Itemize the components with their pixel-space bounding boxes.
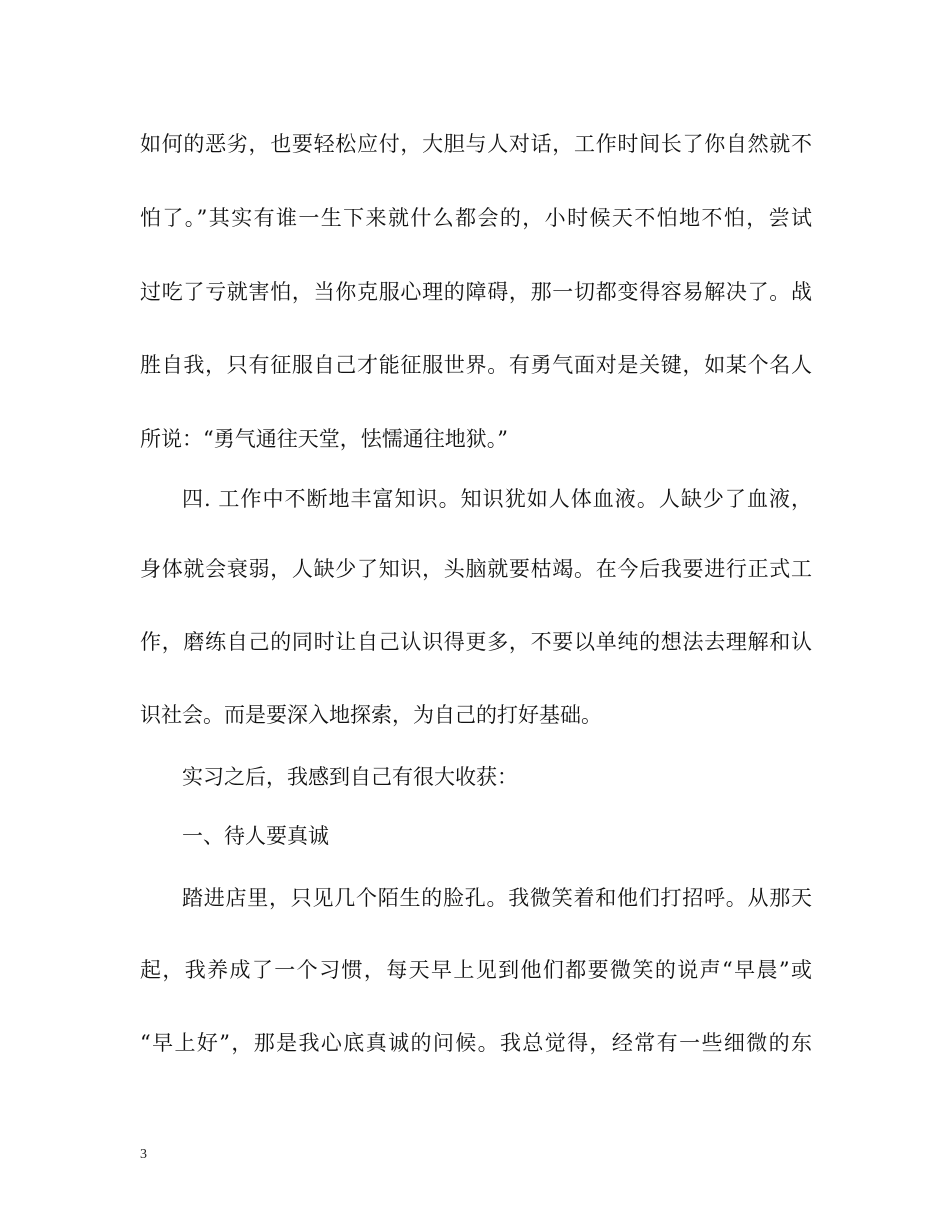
text-line: 识社会。而是要深入地探索，为自己的打好基础。 xyxy=(140,703,602,727)
text-line: 身体就会衰弱，人缺少了知识，头脑就要枯竭。在今后我要进行正式工 xyxy=(140,557,812,581)
page-number: 3 xyxy=(140,1147,147,1162)
text-line: 胜自我，只有征服自己才能征服世界。有勇气面对是关键，如某个名人 xyxy=(140,353,812,377)
text-line: 怕了。”其实有谁一生下来就什么都会的，小时候天不怕地不怕，尝试 xyxy=(140,206,812,230)
text-line: 过吃了亏就害怕，当你克服心理的障碍，那一切都变得容易解决了。战 xyxy=(140,280,812,304)
paragraph-intro: 实习之后，我感到自己有很大收获： xyxy=(182,765,518,789)
text-line: 所说：“勇气通往天堂，怯懦通往地狱。” xyxy=(140,427,508,451)
text-line: 如何的恶劣，也要轻松应付，大胆与人对话，工作时间长了你自然就不 xyxy=(140,132,812,156)
paragraph-start: 踏进店里，只见几个陌生的脸孔。我微笑着和他们打招呼。从那天 xyxy=(182,886,812,910)
text-line: 起，我养成了一个习惯，每天早上见到他们都要微笑的说声“早晨”或 xyxy=(140,958,812,982)
text-line: 作，磨练自己的同时让自己认识得更多，不要以单纯的想法去理解和认 xyxy=(140,630,812,654)
section-heading: 一、待人要真诚 xyxy=(182,824,329,848)
paragraph-heading-4: 四. 工作中不断地丰富知识。知识犹如人体血液。人缺少了血液， xyxy=(182,487,812,511)
text-line: “早上好”，那是我心底真诚的问候。我总觉得，经常有一些细微的东 xyxy=(140,1031,812,1055)
